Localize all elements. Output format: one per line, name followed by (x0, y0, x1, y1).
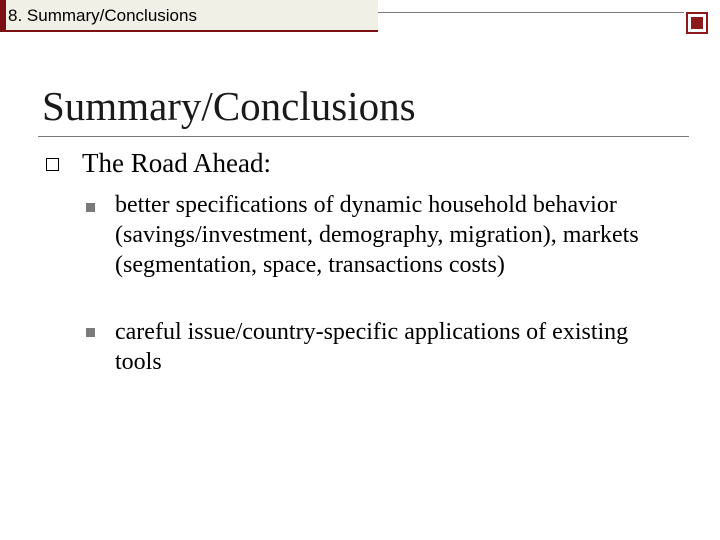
corner-square-icon (686, 12, 708, 34)
section-label: 8. Summary/Conclusions (8, 6, 197, 25)
title-rule (38, 136, 689, 137)
header-rule (378, 12, 684, 13)
square-bullet-icon (86, 203, 95, 212)
sub-bullet-specifications: better specifications of dynamic household behavior (savings/investment, demography, migration), markets (segmentation, space, transactions costs) (115, 192, 639, 278)
slide-title: Summary/Conclusions (42, 83, 416, 129)
accent-bar (0, 0, 6, 30)
bullet-road-ahead: The Road Ahead: (82, 148, 271, 178)
sub-bullet-applications: careful issue/country-specific applications of existing tools (115, 319, 629, 375)
section-tab (0, 0, 378, 31)
square-bullet-icon (86, 328, 95, 337)
hollow-square-bullet-icon (46, 158, 59, 171)
accent-underline (0, 30, 378, 32)
